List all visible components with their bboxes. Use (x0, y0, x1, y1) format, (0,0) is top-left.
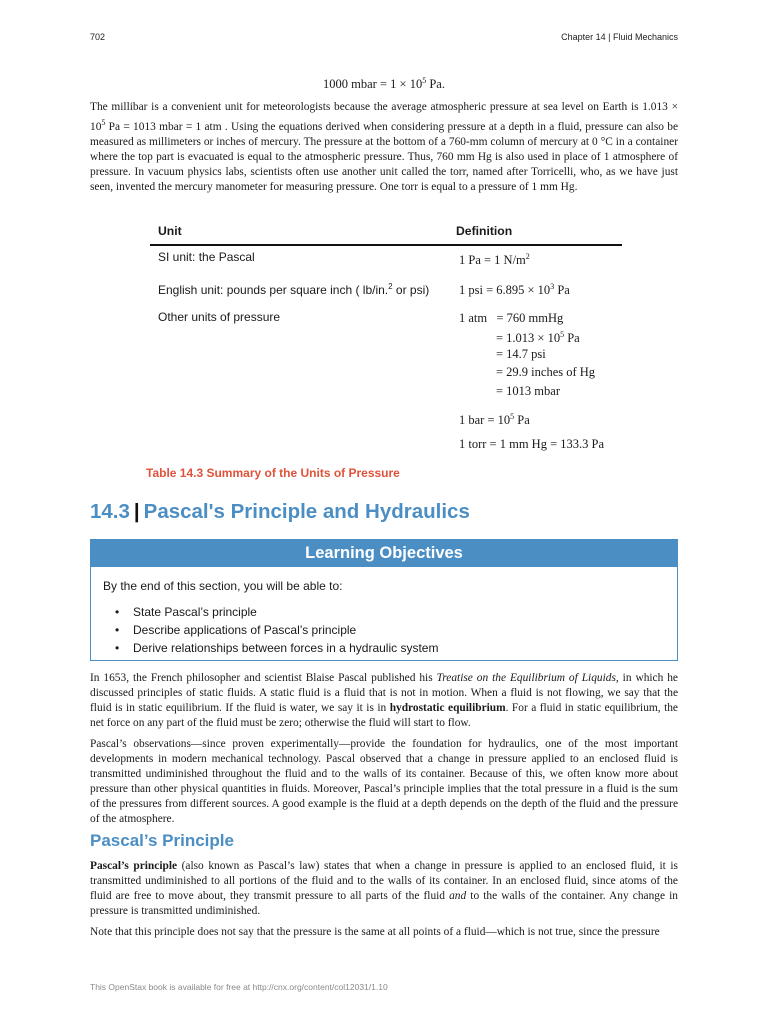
def-english (459, 282, 570, 298)
def-si-text: 1 Pa = 1 N/m (459, 253, 526, 267)
section-heading (90, 500, 470, 524)
def-english-text: 1 psi = 6.895 × 10 (459, 283, 551, 297)
bullet-icon: • (115, 623, 120, 637)
def-torr: 1 torr = 1 mm Hg = 133.3 Pa (459, 437, 604, 451)
def-atm-5: = 1013 mbar (496, 384, 560, 398)
unit-english-a: English unit: pounds per square inch ( lb/in. (158, 283, 389, 297)
def-si (459, 252, 530, 268)
def-bar (459, 412, 530, 428)
section-title-text: Pascal's Principle and Hydraulics (143, 500, 470, 523)
footer-link[interactable]: This OpenStax book is available for free at http://cnx.org/content/col12031/1.10 (90, 982, 388, 992)
unit-english (158, 282, 429, 297)
bullet-icon: • (115, 641, 120, 655)
def-atm-2-text: = 1.013 × 10 (496, 331, 561, 345)
def-bar-exp: 5 (510, 412, 515, 421)
para1-exponent: 5 (101, 118, 106, 127)
bullet-icon: • (115, 605, 120, 619)
header-definition: Definition (456, 224, 513, 238)
objective-text: Derive relationships between forces in a hydraulic system (133, 641, 439, 655)
equation-exponent: 5 (422, 76, 427, 85)
objective-text: Describe applications of Pascal’s principle (133, 623, 357, 637)
page-number: 702 (90, 32, 106, 42)
def-atm-1: 1 atm = 760 mmHg (459, 311, 564, 325)
paragraph-millibar (90, 100, 678, 195)
list-item (115, 603, 438, 621)
objective-text: State Pascal’s principle (133, 605, 257, 619)
para2-part-b: , in which he discussed principles of static fluids. A static fluid is a fluid that is not in motion. When a fluid is not flowing, we say that the fluid is in static equilibrium. If the fluid is water, we say it is in (90, 672, 678, 714)
pascal-principle-term: Pascal’s principle (90, 860, 178, 872)
unit-si: SI unit: the Pascal (158, 250, 255, 264)
chapter-header: Chapter 14 | Fluid Mechanics (561, 32, 678, 42)
learning-objectives-box (90, 539, 678, 661)
def-bar-text: 1 bar = 10 (459, 413, 511, 427)
unit-other: Other units of pressure (158, 310, 281, 324)
para2-part-c: . For a fluid in static equilibrium, the net force on any part of the fluid must be zero; otherwise the fluid will start to flow. (90, 702, 678, 729)
section-number: 14.3 (90, 500, 130, 523)
equation-text: 1000 mbar = 1 × 10 (323, 77, 423, 91)
table-caption: Table 14.3 Summary of the Units of Pressure (146, 466, 400, 480)
unit-english-b: or psi) (392, 283, 430, 297)
and-emphasis: and (449, 890, 467, 902)
para4-part-b: to the walls of the container. Any change in pressure is transmitted undiminished. (90, 890, 678, 917)
section-separator: | (133, 500, 140, 523)
paragraph-pascal-history (90, 671, 678, 731)
list-item (115, 621, 438, 639)
hydrostatic-term: hydrostatic equilibrium (389, 702, 506, 714)
treatise-title: Treatise on the Equilibrium of Liquids (436, 672, 616, 684)
def-si-exp: 2 (525, 252, 530, 261)
equation-mbar (0, 76, 768, 92)
equation-tail: Pa. (426, 77, 445, 91)
list-item (115, 639, 438, 657)
learning-objectives-heading: Learning Objectives (91, 540, 677, 567)
def-atm-2-exp: 5 (560, 330, 565, 339)
def-atm-2-tail: Pa (564, 331, 580, 345)
paragraph-note: Note that this principle does not say that the pressure is the same at all points of a fluid—which is not true, since the pressure (90, 926, 660, 938)
para1-part-b: Pa = 1013 mbar = 1 atm . Using the equations derived when considering pressure at a depth in a fluid, pressure can also be measured as millimeters or inches of mercury. The pressure at the bottom of a 760-mm column of mercury at 0 °C in a container where the top part is evacuated is equal to the atmospheric pressure. Thus, 760 mm Hg is also used in place of 1 atmosphere of pressure. In vacuum physics labs, scientists often use another unit called the torr, named after Torricelli, who, as we have just seen, invented the mercury manometer for measuring pressure. One torr is equal to a pressure of 1 mm Hg. (90, 121, 678, 193)
subsection-heading: Pascal’s Principle (90, 831, 234, 850)
table-header-row (150, 222, 622, 246)
header-unit: Unit (158, 224, 182, 238)
def-atm-4: = 29.9 inches of Hg (496, 365, 596, 379)
para2-part-a: In 1653, the French philosopher and scientist Blaise Pascal published his (90, 672, 437, 684)
def-atm-2 (496, 330, 580, 346)
def-atm-3: = 14.7 psi (496, 347, 546, 361)
def-english-tail: Pa (554, 283, 570, 297)
unit-english-exp: 2 (388, 282, 393, 291)
objectives-intro: By the end of this section, you will be able to: (103, 579, 343, 593)
para4-part-a: (also known as Pascal’s law) states that when a change in pressure is applied to an enclosed fluid, it is transmitted undiminished to all portions of the fluid and to the walls of its container. In an enclosed fluid, since atoms of the fluid are free to move about, they transmit pressure to all parts of the fluid (90, 860, 678, 902)
objectives-list (115, 603, 438, 657)
def-english-exp: 3 (550, 282, 555, 291)
units-table (150, 222, 622, 246)
para1-part-a: The millibar is a convenient unit for meteorologists because the average atmospheric pressure at sea level on Earth is 1.013 × 10 (90, 101, 678, 133)
paragraph-pascal-observations: Pascal’s observations—since proven experimentally—provide the foundation for hydraulics, one of the most important developments in modern mechanical technology. Pascal observed that a change in pressure applied to an enclosed fluid is transmitted undiminished throughout the fluid and to the walls of its container. Because of this, we often know more about pressure than other physical quantities in fluids. Moreover, Pascal’s principle implies that the total pressure in a fluid is the sum of the pressures from different sources. A good example is the fluid at a depth depends on the depth of the fluid and the pressure of the atmosphere. (90, 738, 678, 825)
def-bar-tail: Pa (514, 413, 530, 427)
paragraph-pascal-principle (90, 859, 678, 919)
